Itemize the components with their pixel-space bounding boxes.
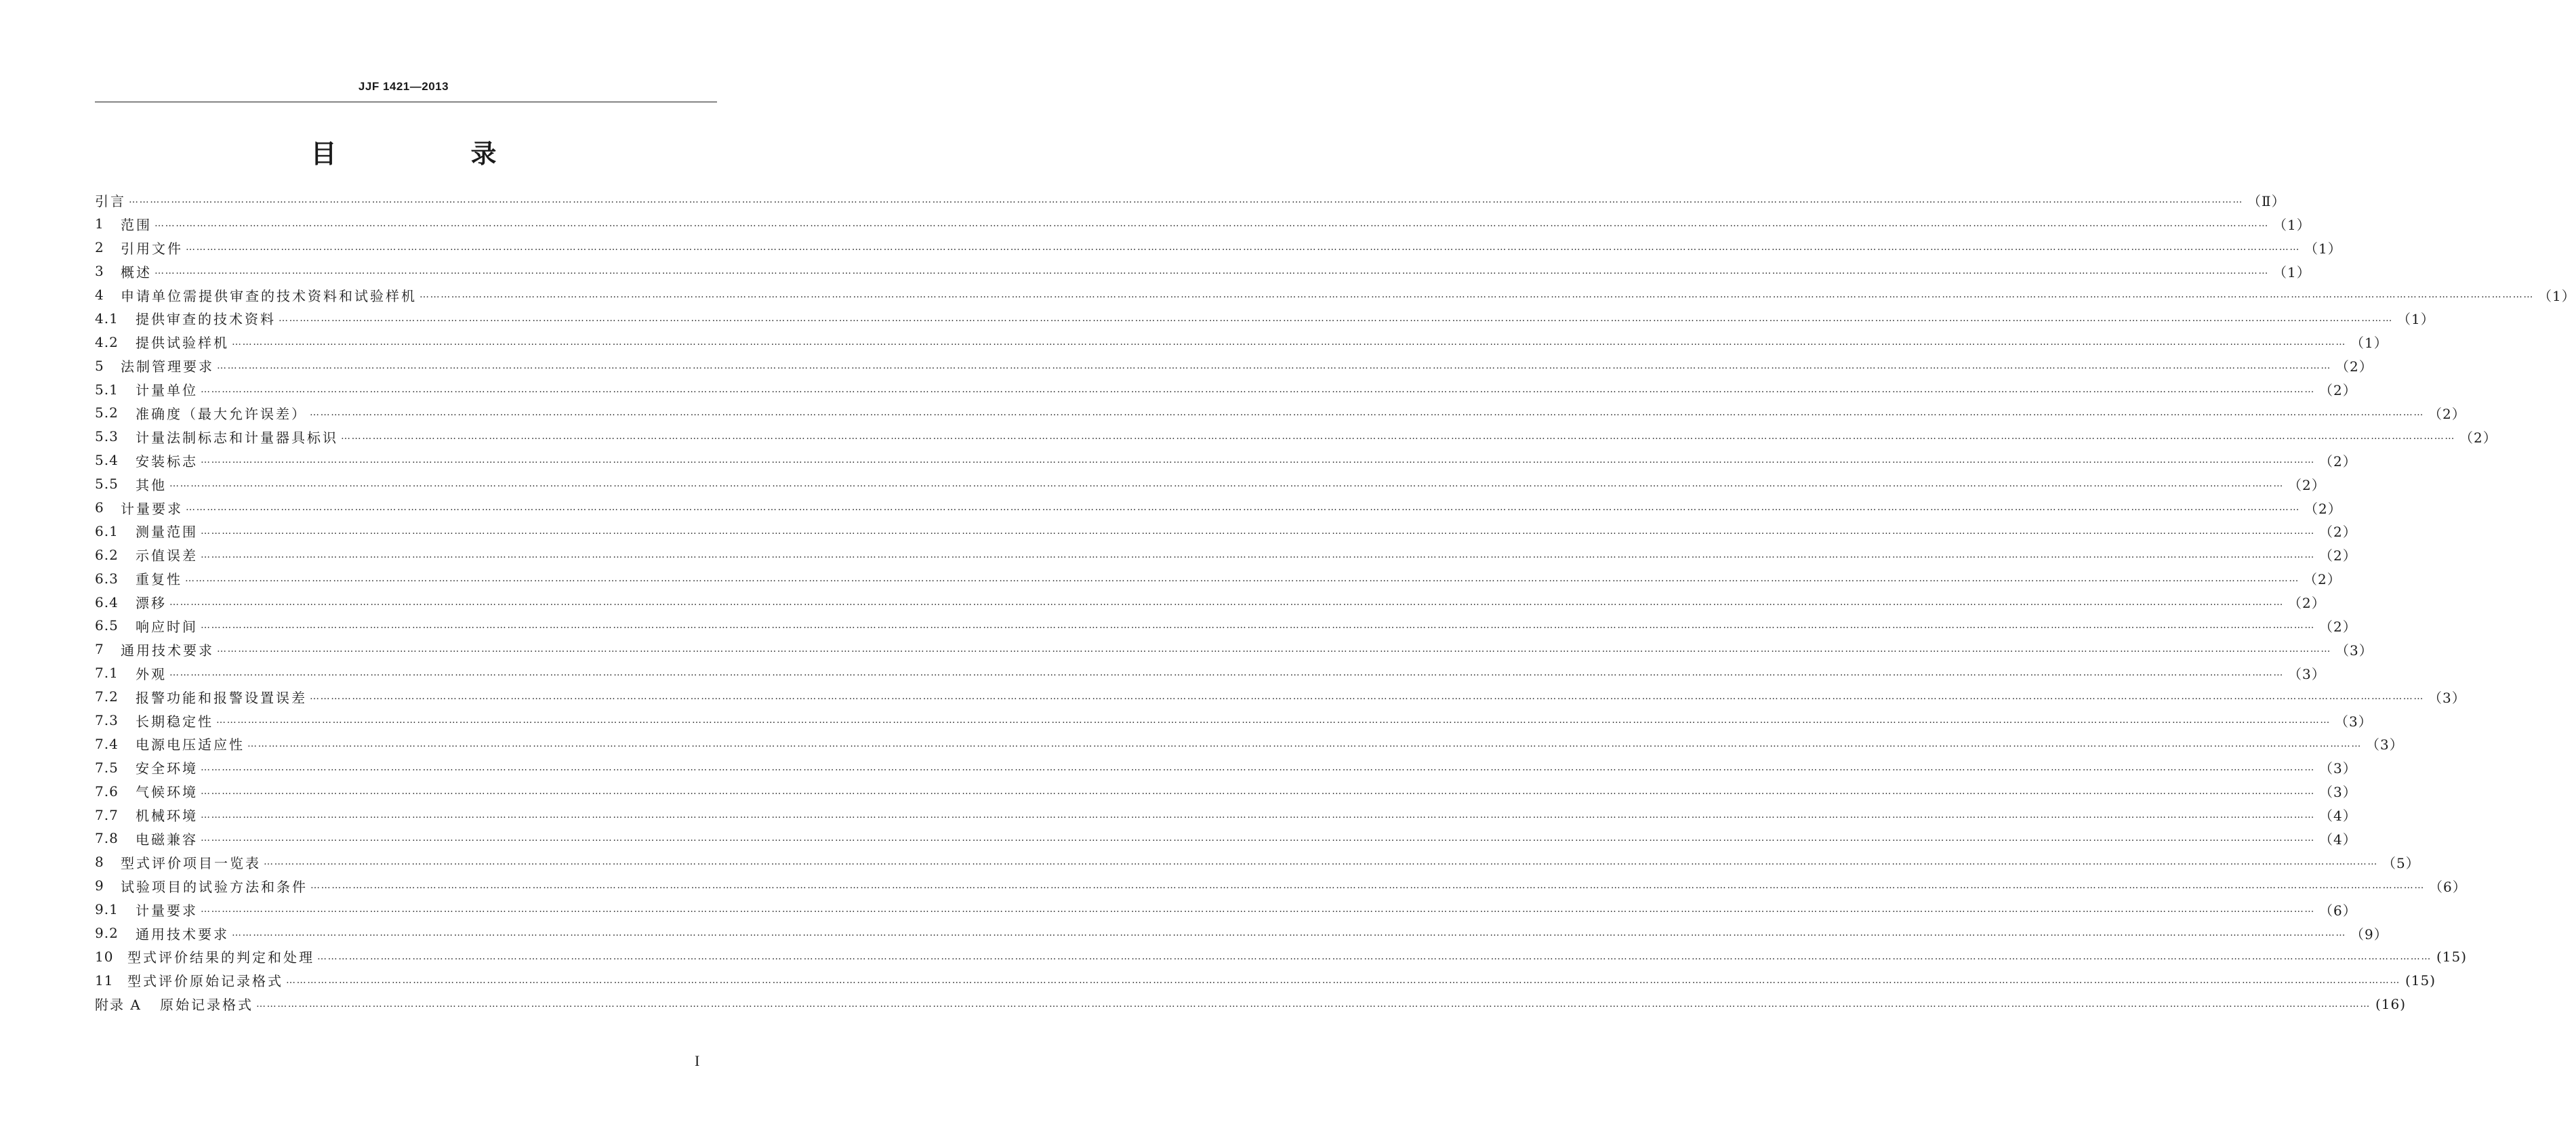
toc-entry-title: 机械环境 <box>136 808 198 825</box>
toc-entry-title: 型式评价原始记录格式 <box>127 973 283 990</box>
toc-dot-leader: …………………………………………………………………………………………………………………………………………………………………………………………………………………………………………………………………………………………………………………………………………………………………………………………………………………………………………………………………………………………………………………………………………………… <box>341 431 2455 442</box>
toc-title: 目 录 <box>310 139 551 169</box>
toc-entry[interactable] <box>95 968 2436 992</box>
toc-entry[interactable] <box>95 614 2357 638</box>
toc-dot-leader: …………………………………………………………………………………………………………………………………………………………………………………………………………………………………………………………………………………………………………………………………………………………………………………………………………………………………………………………………………………………………………………………………………………… <box>201 785 2315 797</box>
toc-entry-page: （2） <box>2335 358 2373 375</box>
toc-entry-title: 通用技术要求 <box>136 926 229 942</box>
toc-entry-page: （9） <box>2350 926 2388 942</box>
toc-dot-leader: …………………………………………………………………………………………………………………………………………………………………………………………………………………………………………………………………………………………………………………………………………………………………………………………………………………………………………………………………………………………………………………………………………………… <box>169 596 2284 608</box>
toc-entry-number: 7.6 <box>95 783 119 800</box>
toc-dot-leader: …………………………………………………………………………………………………………………………………………………………………………………………………………………………………………………………………………………………………………………………………………………………………………………………………………………………………………………………………………………………………………………………………………………… <box>317 951 2432 962</box>
toc-dot-leader: …………………………………………………………………………………………………………………………………………………………………………………………………………………………………………………………………………………………………………………………………………………………………………………………………………………………………………………………………………………………………………………………………………………… <box>310 691 2424 703</box>
toc-entry-page: （1） <box>2397 311 2435 328</box>
toc-entry-page: （1） <box>2304 240 2342 257</box>
toc-entry-title: 范围 <box>121 216 152 233</box>
toc-entry-number: 4.2 <box>95 333 119 350</box>
toc-entry-number: 7 <box>95 641 104 658</box>
toc-dot-leader: …………………………………………………………………………………………………………………………………………………………………………………………………………………………………………………………………………………………………………………………………………………………………………………………………………………………………………………………………………………………………………………………………………………… <box>169 478 2284 490</box>
toc-entry[interactable] <box>95 945 2467 969</box>
toc-entry-number: 附录 A <box>95 997 142 1014</box>
toc-entry-number: 1 <box>95 215 104 232</box>
toc-entry-page: （5） <box>2382 854 2420 871</box>
toc-entry-title: 型式评价项目一览表 <box>121 854 261 871</box>
toc-entry-number: 7.4 <box>95 735 119 752</box>
toc-entry[interactable] <box>95 566 2342 590</box>
toc-dot-leader: …………………………………………………………………………………………………………………………………………………………………………………………………………………………………………………………………………………………………………………………………………………………………………………………………………………………………………………………………………………………………………………………………………………… <box>201 809 2315 821</box>
document-code: JJF 1421—2013 <box>358 80 449 93</box>
toc-entry-page: （3） <box>2319 760 2357 777</box>
toc-entry[interactable] <box>95 685 2466 709</box>
toc-entry-number: 6.4 <box>95 594 119 610</box>
toc-entry-page: （1） <box>2273 216 2311 233</box>
toc-entry-title: 计量要求 <box>136 902 198 919</box>
toc-entry-title: 报警功能和报警设置误差 <box>136 689 307 706</box>
toc-entry-page: （2） <box>2319 547 2357 564</box>
toc-entry[interactable] <box>95 661 2326 685</box>
toc-entry[interactable] <box>95 709 2373 732</box>
toc-entry-number: 2 <box>95 239 104 256</box>
toc-entry-page: (15) <box>2436 948 2467 965</box>
toc-entry-page: （Ⅱ） <box>2247 192 2286 209</box>
toc-entry-title: 准确度（最大允许误差） <box>136 405 307 422</box>
toc-entry[interactable] <box>95 425 2497 449</box>
toc-entry[interactable] <box>95 377 2357 401</box>
toc-entry[interactable] <box>95 449 2357 472</box>
toc-entry-page: （2） <box>2304 571 2342 588</box>
toc-dot-leader: …………………………………………………………………………………………………………………………………………………………………………………………………………………………………………………………………………………………………………………………………………………………………………………………………………………………………………………………………………………………………………………………………………………… <box>217 360 2331 371</box>
toc-entry-title: 安全环境 <box>136 760 198 777</box>
toc-dot-leader: …………………………………………………………………………………………………………………………………………………………………………………………………………………………………………………………………………………………………………………………………………………………………………………………………………………………………………………………………………………………………………………………………………………… <box>201 833 2315 844</box>
toc-entry-number: 9 <box>95 877 104 894</box>
toc-entry-title: 漂移 <box>136 595 167 612</box>
toc-entry-title: 计量要求 <box>121 500 183 517</box>
toc-entry-title: 电磁兼容 <box>136 831 198 848</box>
page-number: I <box>695 1052 700 1069</box>
toc-entry-page: （2） <box>2288 476 2326 493</box>
toc-dot-leader: …………………………………………………………………………………………………………………………………………………………………………………………………………………………………………………………………………………………………………………………………………………………………………………………………………………………………………………………………………………………………………………………………………………… <box>186 242 2300 253</box>
toc-entry-number: 5.2 <box>95 404 119 421</box>
toc-entry-number: 7.3 <box>95 712 119 729</box>
toc-dot-leader: …………………………………………………………………………………………………………………………………………………………………………………………………………………………………………………………………………………………………………………………………………………………………………………………………………………………………………………………………………………………………………………………………………………… <box>129 194 2243 206</box>
toc-entry-number: 3 <box>95 263 104 280</box>
toc-dot-leader: …………………………………………………………………………………………………………………………………………………………………………………………………………………………………………………………………………………………………………………………………………………………………………………………………………………………………………………………………………………………………………………………………………………… <box>232 928 2346 939</box>
toc-entry-number: 7.8 <box>95 830 119 847</box>
toc-entry-number: 5.3 <box>95 428 119 445</box>
toc-entry-title: 申请单位需提供审查的技术资料和试验样机 <box>121 287 417 304</box>
toc-dot-leader: …………………………………………………………………………………………………………………………………………………………………………………………………………………………………………………………………………………………………………………………………………………………………………………………………………………………………………………………………………………………………………………………………………………… <box>186 502 2300 514</box>
toc-entry-number: 5.1 <box>95 381 119 398</box>
toc-entry-number: 9.2 <box>95 925 119 942</box>
toc-entry[interactable] <box>95 519 2357 543</box>
toc-entry-number: 7.1 <box>95 665 119 682</box>
toc-entry-title: 电源电压适应性 <box>136 737 245 753</box>
toc-entry-title: 计量法制标志和计量器具标识 <box>136 429 338 446</box>
toc-dot-leader: …………………………………………………………………………………………………………………………………………………………………………………………………………………………………………………………………………………………………………………………………………………………………………………………………………………………………………………………………………………………………………………………………………………… <box>155 218 2269 230</box>
toc-entry-title: 引用文件 <box>121 240 183 257</box>
toc-entry-title: 计量单位 <box>136 382 198 399</box>
toc-entry[interactable] <box>95 543 2357 566</box>
toc-entry-number: 6 <box>95 499 104 516</box>
toc-dot-leader: …………………………………………………………………………………………………………………………………………………………………………………………………………………………………………………………………………………………………………………………………………………………………………………………………………………………………………………………………………………………………………………………………………………… <box>201 549 2315 560</box>
toc-entry-page: （2） <box>2428 405 2466 422</box>
toc-entry-number: 7.7 <box>95 806 119 823</box>
toc-entry-title: 外观 <box>136 665 167 682</box>
toc-dot-leader: …………………………………………………………………………………………………………………………………………………………………………………………………………………………………………………………………………………………………………………………………………………………………………………………………………………………………………………………………………………………………………………………………………………… <box>201 904 2315 915</box>
toc-entry-number: 6.2 <box>95 546 119 563</box>
toc-entry-number: 4 <box>95 287 104 303</box>
toc-entry[interactable] <box>95 260 2311 283</box>
toc-entry-number: 10 <box>95 948 114 965</box>
toc-dot-leader: …………………………………………………………………………………………………………………………………………………………………………………………………………………………………………………………………………………………………………………………………………………………………………………………………………………………………………………………………………………………………………………………………………………… <box>217 644 2331 655</box>
toc-entry-title: 型式评价结果的判定和处理 <box>127 949 314 966</box>
toc-entry-title: 测量范围 <box>136 524 198 541</box>
toc-entry[interactable] <box>95 236 2342 260</box>
toc-entry[interactable] <box>95 992 2406 1016</box>
toc-entry-title: 响应时间 <box>136 618 198 635</box>
toc-entry-page: （4） <box>2319 831 2357 848</box>
toc-entry-title: 提供审查的技术资料 <box>136 311 276 328</box>
toc-entry[interactable] <box>95 921 2388 945</box>
toc-entry[interactable] <box>95 472 2326 496</box>
toc-entry-page: （4） <box>2319 808 2357 825</box>
toc-entry[interactable] <box>95 898 2357 921</box>
toc-dot-leader: …………………………………………………………………………………………………………………………………………………………………………………………………………………………………………………………………………………………………………………………………………………………………………………………………………………………………………………………………………………………………………………………………………………… <box>264 856 2378 868</box>
toc-entry-page: （3） <box>2366 737 2404 753</box>
toc-entry-number: 5.4 <box>95 452 119 469</box>
toc-entry-page: （3） <box>2335 713 2373 730</box>
toc-entry-number: 7.5 <box>95 759 119 776</box>
toc-entry[interactable] <box>95 779 2357 803</box>
toc-dot-leader: …………………………………………………………………………………………………………………………………………………………………………………………………………………………………………………………………………………………………………………………………………………………………………………………………………………………………………………………………………………………………………………………………………………… <box>232 336 2346 348</box>
toc-entry-page: （2） <box>2304 500 2342 517</box>
toc-entry-page: （1） <box>2538 287 2576 304</box>
toc-dot-leader: …………………………………………………………………………………………………………………………………………………………………………………………………………………………………………………………………………………………………………………………………………………………………………………………………………………………………………………………………………………………………………………………………………………… <box>201 525 2315 537</box>
toc-entry-page: （3） <box>2428 689 2466 706</box>
toc-entry-title: 安装标志 <box>136 453 198 470</box>
toc-entry[interactable] <box>95 874 2467 898</box>
toc-entry[interactable] <box>95 330 2388 354</box>
toc-entry[interactable] <box>95 638 2373 661</box>
toc-entry-number: 6.3 <box>95 570 119 587</box>
toc-entry-page: （2） <box>2319 524 2357 541</box>
toc-entry-title: 长期稳定性 <box>136 713 213 730</box>
toc-entry-page: (16) <box>2375 995 2406 1012</box>
toc-entry[interactable] <box>95 354 2373 377</box>
toc-entry[interactable] <box>95 401 2466 425</box>
toc-entry-title: 其他 <box>136 476 167 493</box>
toc-entry-title: 引言 <box>95 192 126 209</box>
toc-entry-number: 6.5 <box>95 617 119 634</box>
toc-entry[interactable] <box>95 212 2311 236</box>
toc-entry-number: 7.2 <box>95 688 119 705</box>
toc-entry[interactable] <box>95 827 2357 850</box>
toc-dot-leader: …………………………………………………………………………………………………………………………………………………………………………………………………………………………………………………………………………………………………………………………………………………………………………………………………………………………………………………………………………………………………………………………………………………… <box>201 455 2315 466</box>
toc-entry-page: （3） <box>2335 642 2373 659</box>
toc-entry-title: 原始记录格式 <box>160 997 253 1014</box>
toc-entry-title: 概述 <box>121 264 152 281</box>
toc-entry-number: 5.5 <box>95 476 119 493</box>
toc-dot-leader: …………………………………………………………………………………………………………………………………………………………………………………………………………………………………………………………………………………………………………………………………………………………………………………………………………………………………………………………………………………………………………………………………………………… <box>279 312 2393 324</box>
toc-entry-title: 法制管理要求 <box>121 358 214 375</box>
toc-entry-page: （2） <box>2319 618 2357 635</box>
toc-dot-leader: …………………………………………………………………………………………………………………………………………………………………………………………………………………………………………………………………………………………………………………………………………………………………………………………………………………………………………………………………………………………………………………………………………………… <box>310 407 2424 419</box>
toc-entry[interactable] <box>95 755 2357 779</box>
toc-entry[interactable] <box>95 850 2420 874</box>
toc-entry[interactable] <box>95 306 2435 330</box>
toc-entry[interactable] <box>95 496 2342 520</box>
toc-dot-leader: …………………………………………………………………………………………………………………………………………………………………………………………………………………………………………………………………………………………………………………………………………………………………………………………………………………………………………………………………………………………………………………………………………………… <box>169 667 2284 679</box>
toc-entry-number: 5 <box>95 357 104 374</box>
toc-entry-page: （6） <box>2319 902 2357 919</box>
toc-entry-number: 4.1 <box>95 310 119 327</box>
toc-entry[interactable] <box>95 732 2404 755</box>
toc-entry-page: （6） <box>2429 878 2467 895</box>
toc-entry-page: （2） <box>2288 595 2326 612</box>
toc-entry-page: （3） <box>2319 784 2357 801</box>
toc-dot-leader: …………………………………………………………………………………………………………………………………………………………………………………………………………………………………………………………………………………………………………………………………………………………………………………………………………………………………………………………………………………………………………………………………………………… <box>286 974 2400 986</box>
table-of-contents <box>95 188 2576 1016</box>
toc-entry-page: （2） <box>2319 382 2357 399</box>
toc-entry[interactable] <box>95 590 2326 614</box>
toc-entry-number: 6.1 <box>95 522 119 539</box>
toc-entry-title: 通用技术要求 <box>121 642 214 659</box>
toc-dot-leader: …………………………………………………………………………………………………………………………………………………………………………………………………………………………………………………………………………………………………………………………………………………………………………………………………………………………………………………………………………………………………………………………………………………… <box>256 998 2371 1010</box>
toc-entry-number: 11 <box>95 972 114 989</box>
toc-entry-title: 示值误差 <box>136 547 198 564</box>
toc-entry-number: 9.1 <box>95 901 119 918</box>
toc-entry-title: 提供试验样机 <box>136 335 229 352</box>
toc-entry-page: （3） <box>2288 665 2326 682</box>
toc-entry-title: 气候环境 <box>136 784 198 801</box>
toc-entry-page: （2） <box>2459 429 2497 446</box>
toc-entry-page: （1） <box>2350 335 2388 352</box>
toc-entry[interactable] <box>95 188 2286 212</box>
toc-entry[interactable] <box>95 283 2576 307</box>
toc-dot-leader: …………………………………………………………………………………………………………………………………………………………………………………………………………………………………………………………………………………………………………………………………………………………………………………………………………………………………………………………………………………………………………………………………………………… <box>310 880 2425 892</box>
toc-dot-leader: …………………………………………………………………………………………………………………………………………………………………………………………………………………………………………………………………………………………………………………………………………………………………………………………………………………………………………………………………………………………………………………………………………………… <box>201 620 2315 631</box>
toc-entry-title: 重复性 <box>136 571 182 588</box>
toc-dot-leader: …………………………………………………………………………………………………………………………………………………………………………………………………………………………………………………………………………………………………………………………………………………………………………………………………………………………………………………………………………………………………………………………………………………… <box>185 573 2299 584</box>
toc-entry[interactable] <box>95 803 2357 827</box>
toc-dot-leader: …………………………………………………………………………………………………………………………………………………………………………………………………………………………………………………………………………………………………………………………………………………………………………………………………………………………………………………………………………………………………………………………………………………… <box>201 383 2315 395</box>
toc-dot-leader: …………………………………………………………………………………………………………………………………………………………………………………………………………………………………………………………………………………………………………………………………………………………………………………………………………………………………………………………………………………………………………………………………………………… <box>247 738 2362 749</box>
toc-dot-leader: …………………………………………………………………………………………………………………………………………………………………………………………………………………………………………………………………………………………………………………………………………………………………………………………………………………………………………………………………………………………………………………………………………………… <box>420 289 2534 300</box>
toc-entry-page: （1） <box>2273 264 2311 281</box>
toc-entry-number: 8 <box>95 854 104 871</box>
toc-entry-page: （2） <box>2319 453 2357 470</box>
toc-dot-leader: …………………………………………………………………………………………………………………………………………………………………………………………………………………………………………………………………………………………………………………………………………………………………………………………………………………………………………………………………………………………………………………………………………………… <box>216 715 2331 726</box>
toc-entry-page: (15) <box>2405 972 2436 989</box>
toc-dot-leader: …………………………………………………………………………………………………………………………………………………………………………………………………………………………………………………………………………………………………………………………………………………………………………………………………………………………………………………………………………………………………………………………………………………… <box>155 266 2269 277</box>
toc-entry-title: 试验项目的试验方法和条件 <box>121 878 308 895</box>
toc-dot-leader: …………………………………………………………………………………………………………………………………………………………………………………………………………………………………………………………………………………………………………………………………………………………………………………………………………………………………………………………………………………………………………………………………………………… <box>201 762 2315 773</box>
